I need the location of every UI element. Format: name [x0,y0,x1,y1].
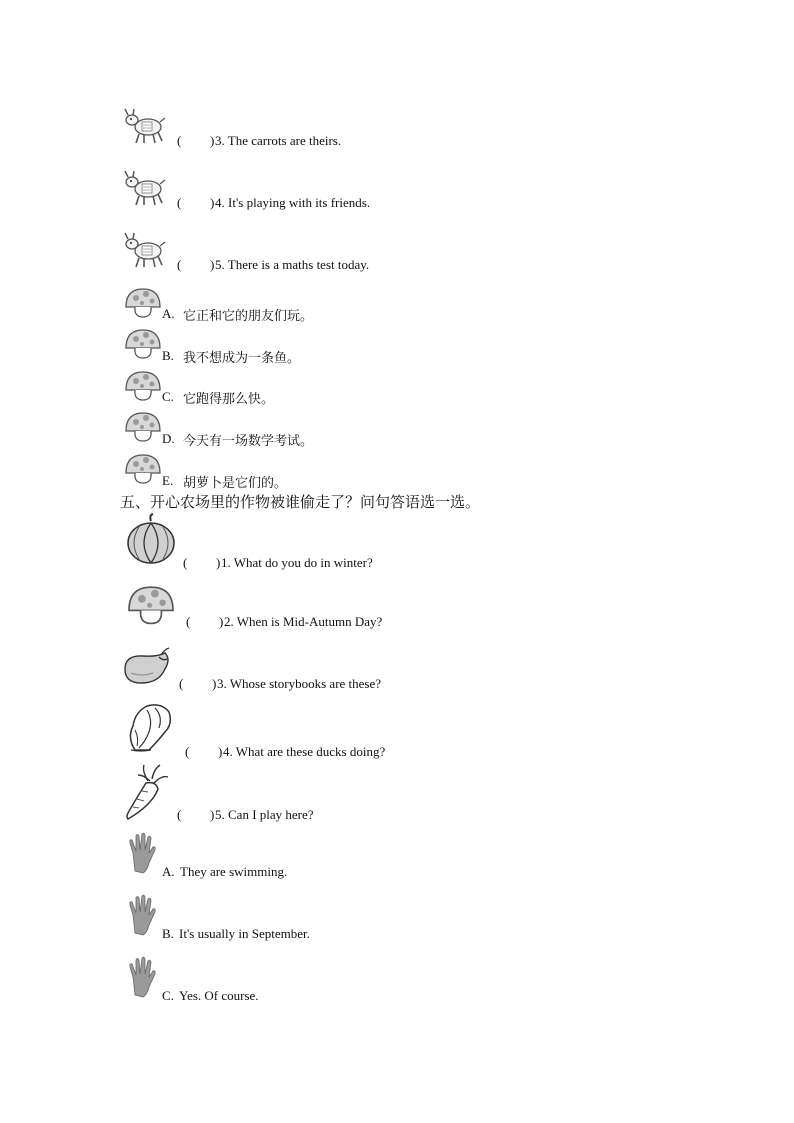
mushroom-icon [124,451,162,485]
option-row [126,893,426,943]
answer-paren-close: ) [218,744,223,759]
question-row [125,513,445,573]
option-text: 今天有一场数学考试。 [183,434,314,449]
option-letter: A. [162,864,175,879]
section-heading: 五、开心农场里的作物被谁偷走了？问句答语选一选。 [120,493,481,511]
answer-paren: ( [186,614,191,629]
option-row [124,368,424,408]
question-text: 3. Whose storybooks are these? [217,676,382,691]
option-letter: E. [162,473,174,488]
option-row [126,831,426,881]
question-row [125,582,445,632]
option-text: 它跑得那么快。 [183,392,275,407]
answer-paren-close: ) [216,555,221,570]
question-text: 4. What are these ducks doing? [223,744,386,759]
mushroom-icon [124,368,162,402]
answer-paren: ( [177,807,182,822]
option-row [124,285,424,325]
option-text: 它正和它的朋友们玩。 [183,309,314,324]
question-text: 5. There is a maths test today. [215,257,370,272]
mushroom-icon [125,582,177,626]
hand-icon [126,831,158,875]
option-row [124,326,424,366]
cabbage-icon [125,702,175,754]
answer-paren-close: ) [219,614,224,629]
option-text: 我不想成为一条鱼。 [183,351,301,366]
answer-paren-close: ) [212,676,217,691]
question-text: 2. When is Mid-Autumn Day? [224,614,383,629]
option-text: Yes. Of course. [179,988,259,1003]
answer-paren-close: ) [210,133,215,148]
answer-paren-close: ) [210,807,215,822]
mushroom-icon [124,409,162,443]
option-letter: C. [162,988,174,1003]
carrot-icon [122,763,170,821]
goat-icon [122,169,168,209]
answer-paren-close: ) [210,257,215,272]
option-row [124,409,424,449]
question-row [122,763,442,825]
eggplant-icon [121,647,173,687]
option-text: 胡萝卜是它们的。 [183,476,288,491]
option-row [124,451,424,491]
hand-icon [126,893,158,937]
question-row [122,107,422,147]
option-letter: D. [162,431,175,446]
answer-paren: ( [177,257,182,272]
pumpkin-icon [125,513,177,565]
option-letter: B. [162,926,174,941]
option-text: They are swimming. [180,864,288,879]
question-row [122,231,422,271]
question-text: 5. Can I play here? [215,807,314,822]
option-letter: A. [162,306,175,321]
mushroom-icon [124,285,162,319]
mushroom-icon [124,326,162,360]
question-row [121,647,441,692]
question-text: 3. The carrots are theirs. [215,133,342,148]
hand-icon [126,955,158,999]
goat-icon [122,107,168,147]
option-row [126,955,426,1005]
question-row [122,169,422,209]
option-letter: B. [162,348,174,363]
goat-icon [122,231,168,271]
answer-paren: ( [185,744,190,759]
answer-paren-close: ) [210,195,215,210]
answer-paren: ( [177,195,182,210]
answer-paren: ( [177,133,182,148]
answer-paren: ( [179,676,184,691]
question-text: 4. It's playing with its friends. [215,195,371,210]
answer-paren: ( [183,555,188,570]
option-text: It's usually in September. [179,926,310,941]
question-text: 1. What do you do in winter? [221,555,373,570]
option-letter: C. [162,389,174,404]
question-row [125,702,445,760]
